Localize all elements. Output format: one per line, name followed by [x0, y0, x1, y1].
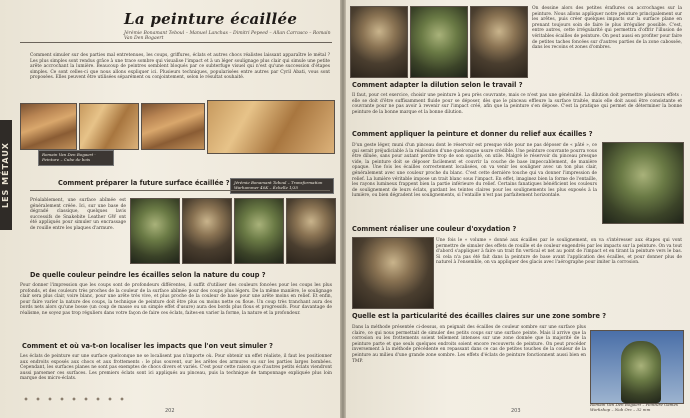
section2-text: Pour donner l'impression que les coups sont de profondeurs différentes, il suffit d'utiliser des couleurs foncées pour les coups les plus profonds, et des couleurs très proches de la couleur de la surface abîmée pour des coups plus légers. De la même manière, le soulignage clair sera plus clair, voire blanc, pour une arête très vive, et plus proche de la couleur de base pour une arête moins en relief. Et enfin, pour faire varier la nature des coups, la technique de peinture doit être plus ou moins nette ou floue. Un coup très tranchant aura des bords nets alors qu'une bosse (un coup de masse ou un simple effet d'usure) aura des bords plus flous et progressifs. Pour davantage de réalisme, ne soyez pas trop réguliers dans votre façon de faire ces éclats, faites-en varier la forme, la nature et la profondeur.	[20, 283, 332, 316]
photo2-caption: Jérémie Bonamant Teboul – Transformation Warhammer 40K – Échelle 1/35	[230, 178, 334, 194]
section1-title: Comment préparer la future surface écaillée ?	[58, 179, 230, 187]
authors-line: Jérémie Bonamant Teboul – Manuel Lanchas – Dimitri Pepeed – Allan Carrasco – Romain Van Den Bogaert	[124, 31, 331, 41]
orc-photo	[590, 330, 684, 404]
left-page	[0, 0, 340, 418]
section1-text: Préalablement, une surface abîmée est généralement créée. Ici, sur une base de dégradé classique, quelques lavis successifs de Snakebite Leather GW ont été appliqués pour simuler un encrassage de rouille entre les plaques d'armure.	[30, 198, 126, 231]
section3-title: Comment et où va-t-on localiser les impacts que l'on veut simuler ?	[22, 342, 273, 350]
section7-text: Dans la méthode présentée ci-dessus, on peignait des écailles de couleur sombre sur une surface plus claire, ce qui nous permettait de simuler des petits coups sur une surface peinte. Mais il arrive que la corrosion ou les frottements soient tellement intenses sur une zone donnée que la majorité de la peinture parte et que seuls quelques endroits soient encore recouverts de peinture. On peut procéder inversement à la méthode précédente en repassant dans ce cas de petites touches de la couleur de la peinture au milieu d'une grande zone sombre. Les effets d'éclats de peinture fonctionnent aussi bien en TMP.	[352, 325, 586, 364]
armor-photo-8	[602, 142, 684, 224]
photo1-caption: Romain Van Den Bogaert · Peinture – Cube de bois	[38, 150, 114, 166]
wood-photo-2	[79, 103, 139, 150]
armor-photo-9	[352, 237, 434, 309]
section5-text: D'un geste léger, muni d'un pinceau dont le réservoir est presque vide pour ne pas déposer de « pâté », ce qui serait préjudiciable à la réalisation d'une quelconque usure crédible. Une peinture couvrante pourra vous être diluée, sans pour autant perdre trop de son opacité, on utile. Malgré le réservoir du pinceau presque vide, la peinture doit se déposer facilement et couvrir la couche de base impeccablement, de manière opaque. Une fois les écailles correctement localisées, on va venir les souligner avec un ton plus clair, généralement avec une couleur proche du blanc. C'est cette dernière touche qui va donner l'impression de relief. La lumière véritable impose un trait blanc sous l'impact. En effet, imaginez bien la forme de l'entaille, les rayons lumineux frappent bien la partie inférieure du relief. Certains fanatiques bénéficient les couleurs de soulignement de leurs éclats, gardant les teintes claires pour les soulignements les plus exposés à la lumière, ou bien dégradent les soulignements, si l'entaille n'est pas parfaitement horizontale.	[352, 143, 597, 199]
chapter-tab: LES MÉTAUX	[0, 120, 12, 230]
armor-photo-2	[182, 198, 232, 264]
wood-photo-3	[141, 103, 205, 150]
section4-title: Comment adapter la dilution selon le travail ?	[352, 81, 523, 89]
section3-text: Les éclats de peinture sur une surface quelconque ne se localisent pas n'importe où. Pour obtenir un effet réaliste, il faut les positionner aux endroits exposés aux chocs et aux frottements : le plus souvent, sur les arêtes des armures ou sur les parties larges bombées. Cependant, les surfaces planes ne sont pas exemptes de chocs divers et variés. C'est pour cette raison que d'autres petits éclats viendront aussi parsemer ces surfaces. Les premiers éclats sont ici appliqués au pinceau, puis la technique de tamponnage expliquée plus loin marque des micro-éclats.	[20, 354, 332, 382]
armor-photo-7	[470, 6, 528, 78]
wood-photo-1	[20, 103, 77, 150]
armor-photo-3	[234, 198, 284, 264]
section1-divider	[30, 190, 330, 191]
orc-photo-caption: Romain Van Den Bogaert – Peinture Games Workshop – Nob Orc – 32 mm	[590, 402, 678, 412]
section6-title: Comment réaliser une couleur d'oxydation ?	[352, 225, 517, 233]
section5-title: Comment appliquer la peinture et donner du relief aux écailles ?	[352, 130, 593, 138]
page-title: La peinture écaillée	[124, 10, 298, 28]
armor-photo-1	[130, 198, 180, 264]
page-number-right: 203	[511, 408, 521, 414]
armor-photo-5	[350, 6, 408, 78]
right-page	[346, 0, 690, 418]
page-number-left: 202	[165, 408, 175, 414]
intro-text: Comment simuler sur des parties mal entretenues, les coups, griffures, éclats et autres chocs réalistes laissant apparaître le métal ? Les plus simples sont rendus grâce à une trace sombre qui visualise l'impact et à un léger soulignage plus clair qui simule une petite arête accrochant la lumière. Beaucoup de peintres semblent bloqués par ce subterfuge visuel qui n'est qu'une succession d'étapes simples. Ce sont celles-ci que nous allons expliquer ici. Plusieurs techniques, popularisées entre autres par Cyril Abati, vous sont proposées. Elles peuvent être utilisées séparément ou conjointement, selon le résultat souhaité.	[30, 53, 330, 81]
rivet-strip	[20, 394, 130, 404]
section6-text: Une fois le « volume » donné aux écailles par le soulignement, on va s'intéresser aux étapes qui vont permettre de simuler des effets de rouille et de couleur engendrés par les impacts sur la peinture. On va tout d'abord s'appliquer à faire un trait fin vertical et net au point de l'impact et en tirant la peinture vers le bas. Si cela n'a pas été fait dans la peinture de base avant l'application des écailles, et pour donner plus de naturel à l'ensemble, on va appliquer des glacis avec l'aérographe pour imiter la corrosion.	[436, 238, 682, 266]
title-divider	[20, 42, 332, 43]
armor-photo-6	[410, 6, 468, 78]
armor-photo-4	[286, 198, 336, 264]
wood-photo-4	[207, 100, 335, 154]
section2-title: De quelle couleur peindre les écailles selon la nature du coup ?	[30, 271, 266, 279]
section7-title: Quelle est la particularité des écailles claires sur une zone sombre ?	[352, 312, 607, 320]
section4-text: Il faut, pour cet exercice, choisir une peinture à peu près couvrante, mais ce n'est pas une généralité. La dilution doit permettre plusieurs effets : elle se doit d'être suffisamment fluide pour se déposer, dès que le pinceau effleure la surface traitée, mais elle doit aussi être consistante et couvrante pour ne pas avoir à revenir sur l'impact créé, afin que la peinture s'en dépose. C'est la pratique qui permet de déterminer la bonne peinture de la bonne marque et la bonne dilution.	[352, 93, 682, 115]
right-intro-text: On dessine alors des petites éraflures ou accrochages sur la peinture. Nous allons appliquer notre peinture principalement sur les arêtes, puis créer quelques impacts sur la surface plane en prenant toujours soin de faire le plus irrégulier possible. C'est, entre autres, cette irrégularité qui permettra d'offrir l'illusion de véritables écailles de peinture. On peut aussi en profiter pour faire de petites taches foncées sur d'autres parties de la zone cabossée, dans les recoins et zones d'ombres.	[532, 6, 682, 51]
